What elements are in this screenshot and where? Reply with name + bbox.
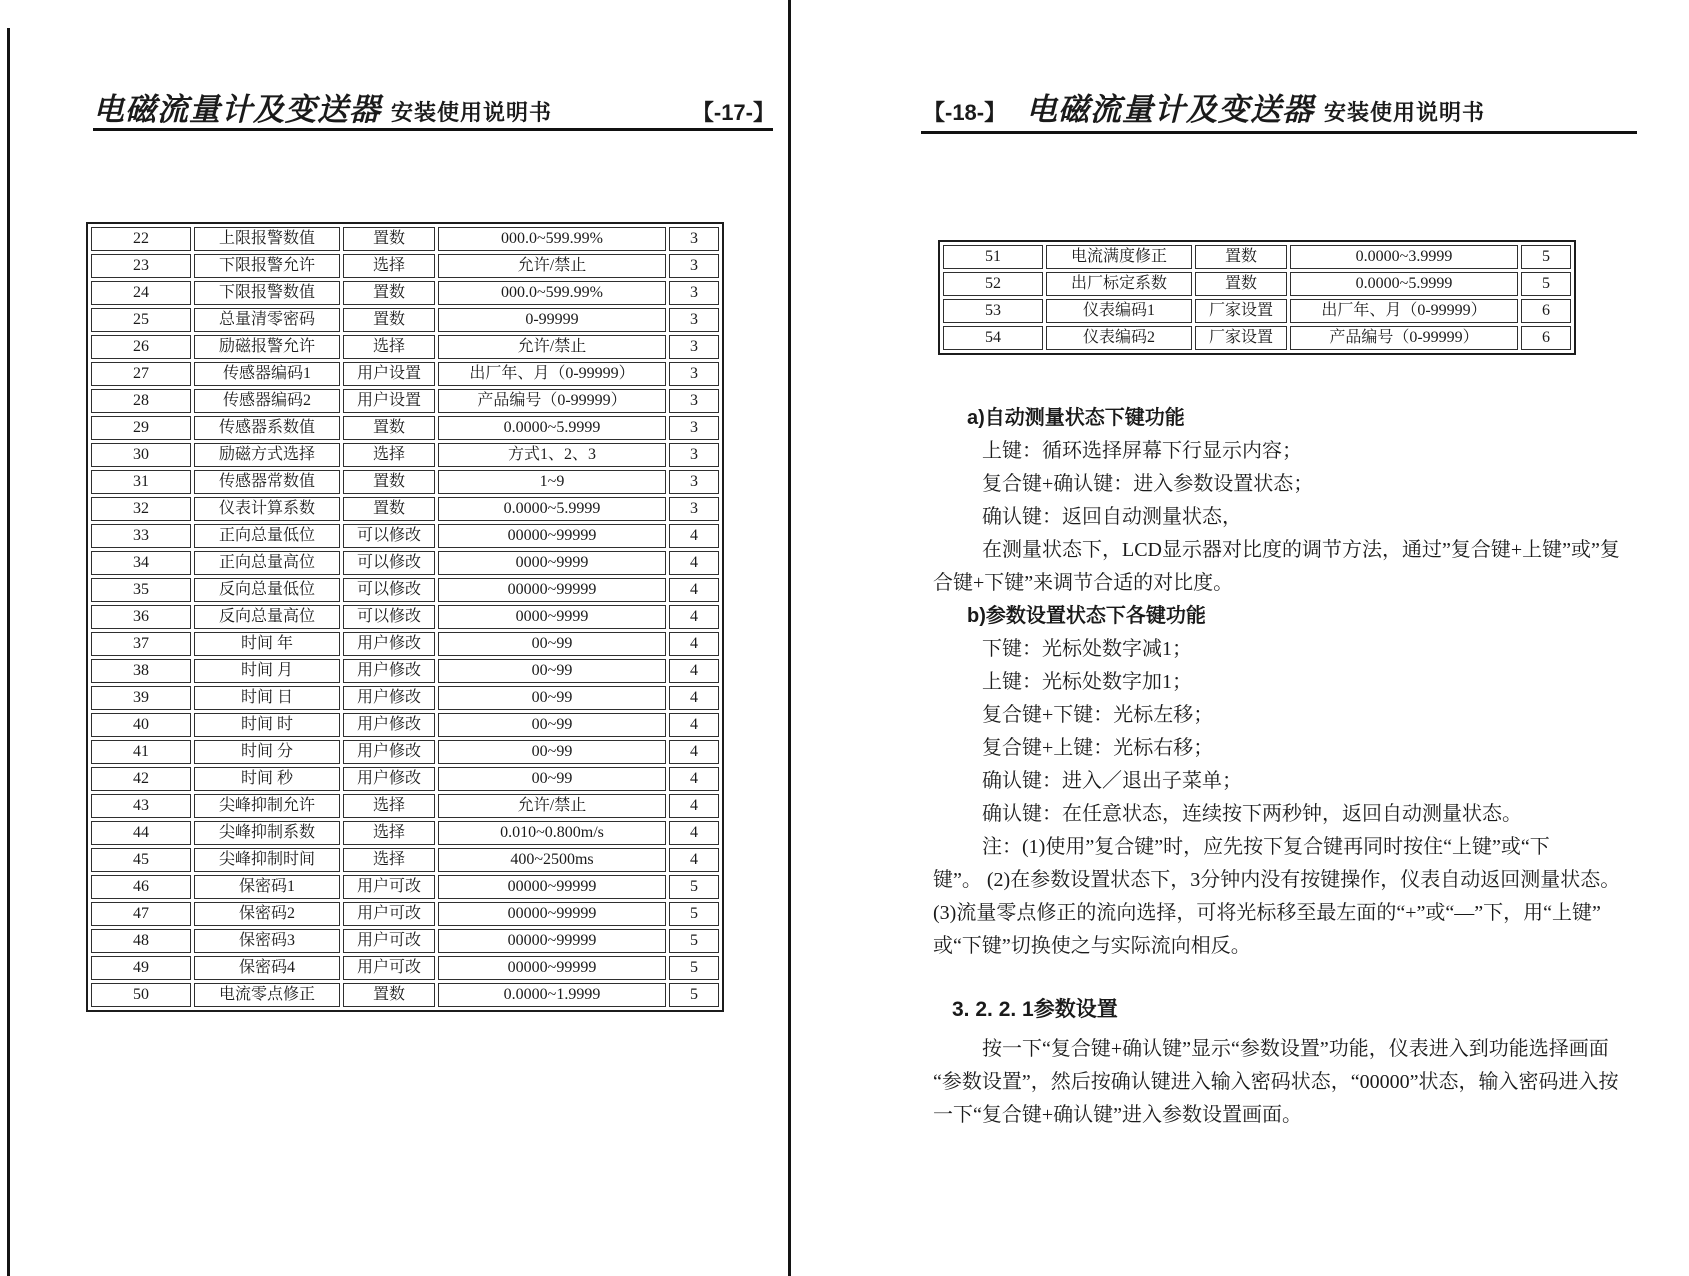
parameter-row (91, 362, 719, 386)
cell-param-group: 4 (669, 713, 719, 737)
cell-param-number: 43 (91, 794, 191, 818)
key-function-instructions (933, 402, 1633, 1132)
cell-param-range: 000.0~599.99% (438, 227, 666, 251)
cell-param-range: 0.0000~5.9999 (438, 497, 666, 521)
cell-param-range: 0.0000~1.9999 (438, 983, 666, 1007)
cell-param-range: 00~99 (438, 740, 666, 764)
cell-param-group: 5 (1521, 272, 1571, 296)
cell-param-name: 反向总量高位 (194, 605, 340, 629)
cell-param-range: 产品编号（0-99999） (438, 389, 666, 413)
instruction-text-line: a)自动测量状态下键功能 (967, 407, 1185, 429)
parameter-row (91, 632, 719, 656)
cell-param-name: 电流满度修正 (1046, 245, 1192, 269)
cell-param-group: 3 (669, 470, 719, 494)
parameter-row (91, 578, 719, 602)
parameter-row (943, 272, 1571, 296)
cell-param-name: 仪表编码1 (1046, 299, 1192, 323)
cell-param-type: 用户修改 (343, 713, 435, 737)
cell-param-type: 置数 (343, 416, 435, 440)
instruction-text-line: 确认键：在任意状态，连续按下两秒钟，返回自动测量状态。 (982, 803, 1522, 825)
cell-param-type: 置数 (1195, 272, 1287, 296)
cell-param-group: 3 (669, 308, 719, 332)
cell-param-group: 4 (669, 740, 719, 764)
cell-param-range: 00000~99999 (438, 956, 666, 980)
cell-param-type: 用户修改 (343, 767, 435, 791)
cell-param-name: 尖峰抑制时间 (194, 848, 340, 872)
instruction-text-line: 按一下“复合键+确认键”显示“参数设置”功能，仪表进入到功能选择画面 (982, 1038, 1609, 1060)
cell-param-name: 保密码3 (194, 929, 340, 953)
cell-param-range: 方式1、2、3 (438, 443, 666, 467)
cell-param-range: 产品编号（0-99999） (1290, 326, 1518, 350)
cell-param-group: 3 (669, 416, 719, 440)
cell-param-type: 可以修改 (343, 605, 435, 629)
parameter-row (91, 767, 719, 791)
parameter-row (91, 335, 719, 359)
cell-param-type: 置数 (1195, 245, 1287, 269)
cell-param-range: 00000~99999 (438, 929, 666, 953)
cell-param-name: 下限报警允许 (194, 254, 340, 278)
instruction-text-line: b)参数设置状态下各键功能 (967, 605, 1206, 627)
instruction-text-line: 键”。 (2)在参数设置状态下，3分钟内没有按键操作，仪表自动返回测量状态。 (933, 869, 1621, 891)
cell-param-number: 30 (91, 443, 191, 467)
cell-param-number: 45 (91, 848, 191, 872)
cell-param-group: 4 (669, 605, 719, 629)
cell-param-number: 39 (91, 686, 191, 710)
cell-param-range: 00~99 (438, 659, 666, 683)
cell-param-name: 尖峰抑制允许 (194, 794, 340, 818)
parameter-row (91, 227, 719, 251)
cell-param-group: 4 (669, 848, 719, 872)
parameter-row (91, 470, 719, 494)
instruction-text-line: 确认键：进入／退出子菜单； (982, 770, 1242, 792)
page-17-header-rule (93, 128, 773, 131)
cell-param-name: 出厂标定系数 (1046, 272, 1192, 296)
cell-param-range: 允许/禁止 (438, 794, 666, 818)
cell-param-group: 4 (669, 551, 719, 575)
cell-param-group: 5 (669, 875, 719, 899)
cell-param-range: 允许/禁止 (438, 335, 666, 359)
cell-param-group: 4 (669, 794, 719, 818)
instruction-text-line: 在测量状态下，LCD显示器对比度的调节方法，通过”复合键+上键”或”复 (982, 539, 1620, 561)
cell-param-range: 00~99 (438, 767, 666, 791)
cell-param-number: 46 (91, 875, 191, 899)
parameter-row (943, 326, 1571, 350)
cell-param-number: 50 (91, 983, 191, 1007)
cell-param-number: 25 (91, 308, 191, 332)
cell-param-range: 允许/禁止 (438, 254, 666, 278)
cell-param-name: 上限报警数值 (194, 227, 340, 251)
manual-subtitle: 安装使用说明书 (1323, 100, 1485, 125)
parameter-row (91, 929, 719, 953)
parameter-row (91, 389, 719, 413)
cell-param-number: 42 (91, 767, 191, 791)
instruction-text-line: 复合键+确认键：进入参数设置状态； (982, 473, 1314, 495)
cell-param-range: 400~2500ms (438, 848, 666, 872)
cell-param-group: 6 (1521, 299, 1571, 323)
parameter-row (91, 740, 719, 764)
cell-param-group: 4 (669, 686, 719, 710)
cell-param-group: 3 (669, 497, 719, 521)
cell-param-number: 28 (91, 389, 191, 413)
parameter-row (943, 299, 1571, 323)
instruction-text-line: 注：(1)使用”复合键”时，应先按下复合键再同时按住“上键”或“下 (982, 836, 1550, 858)
cell-param-range: 出厂年、月（0-99999） (1290, 299, 1518, 323)
instruction-text-line: 上键：循环选择屏幕下行显示内容； (982, 440, 1302, 462)
cell-param-name: 时间 月 (194, 659, 340, 683)
cell-param-number: 33 (91, 524, 191, 548)
cell-param-number: 44 (91, 821, 191, 845)
cell-param-number: 53 (943, 299, 1043, 323)
manual-title-group (1026, 84, 1485, 129)
cell-param-group: 4 (669, 767, 719, 791)
cell-param-number: 34 (91, 551, 191, 575)
cell-param-group: 5 (1521, 245, 1571, 269)
cell-param-type: 选择 (343, 443, 435, 467)
cell-param-name: 时间 日 (194, 686, 340, 710)
cell-param-range: 00~99 (438, 632, 666, 656)
parameter-row (91, 416, 719, 440)
instruction-text-line: 一下“复合键+确认键”进入参数设置画面。 (933, 1104, 1303, 1126)
cell-param-number: 52 (943, 272, 1043, 296)
cell-param-range: 0.0000~5.9999 (438, 416, 666, 440)
cell-param-type: 可以修改 (343, 578, 435, 602)
cell-param-range: 0.0000~3.9999 (1290, 245, 1518, 269)
parameter-table-body (91, 227, 719, 1007)
cell-param-group: 3 (669, 443, 719, 467)
cell-param-number: 51 (943, 245, 1043, 269)
manual-subtitle: 安装使用说明书 (391, 100, 553, 125)
cell-param-number: 38 (91, 659, 191, 683)
parameter-row (91, 605, 719, 629)
cell-param-type: 可以修改 (343, 524, 435, 548)
cell-param-group: 3 (669, 281, 719, 305)
cell-param-range: 00000~99999 (438, 875, 666, 899)
cell-param-range: 0.0000~5.9999 (1290, 272, 1518, 296)
cell-param-number: 31 (91, 470, 191, 494)
cell-param-number: 47 (91, 902, 191, 926)
cell-param-group: 4 (669, 578, 719, 602)
cell-param-name: 保密码2 (194, 902, 340, 926)
cell-param-number: 26 (91, 335, 191, 359)
cell-param-range: 0000~9999 (438, 551, 666, 575)
cell-param-type: 选择 (343, 821, 435, 845)
cell-param-type: 用户修改 (343, 659, 435, 683)
cell-param-name: 尖峰抑制系数 (194, 821, 340, 845)
page-18-header (923, 84, 1637, 129)
parameter-row (91, 875, 719, 899)
cell-param-range: 出厂年、月（0-99999） (438, 362, 666, 386)
cell-param-type: 用户可改 (343, 875, 435, 899)
cell-param-type: 用户修改 (343, 632, 435, 656)
page-17-number: 【-17-】 (691, 100, 775, 125)
cell-param-type: 置数 (343, 470, 435, 494)
cell-param-group: 3 (669, 254, 719, 278)
cell-param-type: 置数 (343, 281, 435, 305)
instruction-text-line: “参数设置”，然后按确认键进入输入密码状态，“00000”状态，输入密码进入按 (933, 1071, 1619, 1093)
cell-param-name: 传感器常数值 (194, 470, 340, 494)
cell-param-type: 选择 (343, 335, 435, 359)
cell-param-name: 正向总量低位 (194, 524, 340, 548)
cell-param-type: 用户修改 (343, 686, 435, 710)
cell-param-range: 0.010~0.800m/s (438, 821, 666, 845)
cell-param-name: 电流零点修正 (194, 983, 340, 1007)
page-17-header (93, 84, 775, 129)
parameter-table-51-54 (938, 240, 1576, 355)
cell-param-group: 3 (669, 335, 719, 359)
cell-param-type: 厂家设置 (1195, 299, 1287, 323)
parameter-row (91, 497, 719, 521)
instruction-text-line: 下键：光标处数字减1； (982, 638, 1192, 660)
parameter-row (91, 524, 719, 548)
cell-param-number: 37 (91, 632, 191, 656)
cell-param-number: 49 (91, 956, 191, 980)
cell-param-group: 4 (669, 632, 719, 656)
cell-param-number: 32 (91, 497, 191, 521)
page-18-header-rule (921, 131, 1637, 134)
cell-param-type: 用户可改 (343, 929, 435, 953)
cell-param-range: 00000~99999 (438, 578, 666, 602)
cell-param-name: 仪表编码2 (1046, 326, 1192, 350)
cell-param-type: 用户修改 (343, 740, 435, 764)
cell-param-range: 00~99 (438, 713, 666, 737)
cell-param-type: 厂家设置 (1195, 326, 1287, 350)
cell-param-name: 反向总量低位 (194, 578, 340, 602)
cell-param-number: 40 (91, 713, 191, 737)
instruction-text-line: 复合键+下键：光标左移； (982, 704, 1214, 726)
cell-param-type: 用户设置 (343, 362, 435, 386)
cell-param-name: 传感器编码1 (194, 362, 340, 386)
cell-param-group: 6 (1521, 326, 1571, 350)
parameter-row (91, 983, 719, 1007)
cell-param-type: 置数 (343, 497, 435, 521)
instruction-text-line: 确认键：返回自动测量状态， (982, 506, 1242, 528)
parameter-row (943, 245, 1571, 269)
cell-param-name: 传感器编码2 (194, 389, 340, 413)
parameter-row (91, 821, 719, 845)
cell-param-number: 24 (91, 281, 191, 305)
cell-param-range: 00~99 (438, 686, 666, 710)
cell-param-number: 36 (91, 605, 191, 629)
cell-param-type: 可以修改 (343, 551, 435, 575)
parameter-table-body (943, 245, 1571, 350)
cell-param-type: 选择 (343, 794, 435, 818)
cell-param-name: 时间 秒 (194, 767, 340, 791)
parameter-row (91, 551, 719, 575)
parameter-row (91, 902, 719, 926)
cell-param-name: 保密码4 (194, 956, 340, 980)
cell-param-type: 选择 (343, 848, 435, 872)
cell-param-range: 1~9 (438, 470, 666, 494)
cell-param-number: 41 (91, 740, 191, 764)
instruction-text-line: 合键+下键”来调节合适的对比度。 (933, 572, 1234, 594)
cell-param-range: 000.0~599.99% (438, 281, 666, 305)
cell-param-type: 用户可改 (343, 956, 435, 980)
instruction-text-line: 复合键+上键：光标右移； (982, 737, 1214, 759)
parameter-row (91, 686, 719, 710)
cell-param-name: 励磁报警允许 (194, 335, 340, 359)
cell-param-range: 0000~9999 (438, 605, 666, 629)
cell-param-range: 00000~99999 (438, 902, 666, 926)
parameter-table-22-50 (86, 222, 724, 1012)
instruction-text-line: 或“下键”切换使之与实际流向相反。 (933, 935, 1251, 957)
cell-param-number: 35 (91, 578, 191, 602)
cell-param-name: 总量清零密码 (194, 308, 340, 332)
parameter-row (91, 254, 719, 278)
manual-title: 电磁流量计及变送器 (1025, 92, 1314, 127)
cell-param-type: 选择 (343, 254, 435, 278)
cell-param-type: 用户设置 (343, 389, 435, 413)
cell-param-name: 保密码1 (194, 875, 340, 899)
scan-left-edge-line (7, 28, 10, 1276)
parameter-row (91, 794, 719, 818)
page-divider-line (788, 0, 791, 1276)
parameter-row (91, 956, 719, 980)
cell-param-type: 置数 (343, 983, 435, 1007)
instruction-text-line: 上键：光标处数字加1； (982, 671, 1192, 693)
cell-param-group: 3 (669, 227, 719, 251)
cell-param-name: 时间 时 (194, 713, 340, 737)
cell-param-type: 置数 (343, 308, 435, 332)
instruction-text-line: 3. 2. 2. 1参数设置 (952, 998, 1118, 1021)
cell-param-number: 27 (91, 362, 191, 386)
cell-param-group: 3 (669, 389, 719, 413)
cell-param-range: 00000~99999 (438, 524, 666, 548)
parameter-row (91, 281, 719, 305)
parameter-row (91, 659, 719, 683)
cell-param-number: 48 (91, 929, 191, 953)
cell-param-number: 29 (91, 416, 191, 440)
cell-param-name: 正向总量高位 (194, 551, 340, 575)
cell-param-name: 仪表计算系数 (194, 497, 340, 521)
cell-param-name: 时间 分 (194, 740, 340, 764)
manual-title: 电磁流量计及变送器 (93, 92, 381, 127)
manual-title-group (93, 84, 552, 129)
cell-param-group: 5 (669, 902, 719, 926)
cell-param-group: 4 (669, 524, 719, 548)
cell-param-type: 置数 (343, 227, 435, 251)
cell-param-group: 5 (669, 929, 719, 953)
instruction-text-line: (3)流量零点修正的流向选择，可将光标移至最左面的“+”或“—”下，用“上键” (933, 902, 1601, 924)
cell-param-group: 5 (669, 956, 719, 980)
cell-param-number: 22 (91, 227, 191, 251)
cell-param-name: 励磁方式选择 (194, 443, 340, 467)
parameter-row (91, 443, 719, 467)
parameter-row (91, 713, 719, 737)
cell-param-number: 54 (943, 326, 1043, 350)
cell-param-name: 传感器系数值 (194, 416, 340, 440)
parameter-row (91, 848, 719, 872)
cell-param-name: 下限报警数值 (194, 281, 340, 305)
cell-param-group: 5 (669, 983, 719, 1007)
cell-param-number: 23 (91, 254, 191, 278)
cell-param-range: 0-99999 (438, 308, 666, 332)
parameter-row (91, 308, 719, 332)
cell-param-type: 用户可改 (343, 902, 435, 926)
page-18-number: 【-18-】 (923, 100, 1007, 125)
cell-param-group: 3 (669, 362, 719, 386)
cell-param-name: 时间 年 (194, 632, 340, 656)
cell-param-group: 4 (669, 659, 719, 683)
cell-param-group: 4 (669, 821, 719, 845)
